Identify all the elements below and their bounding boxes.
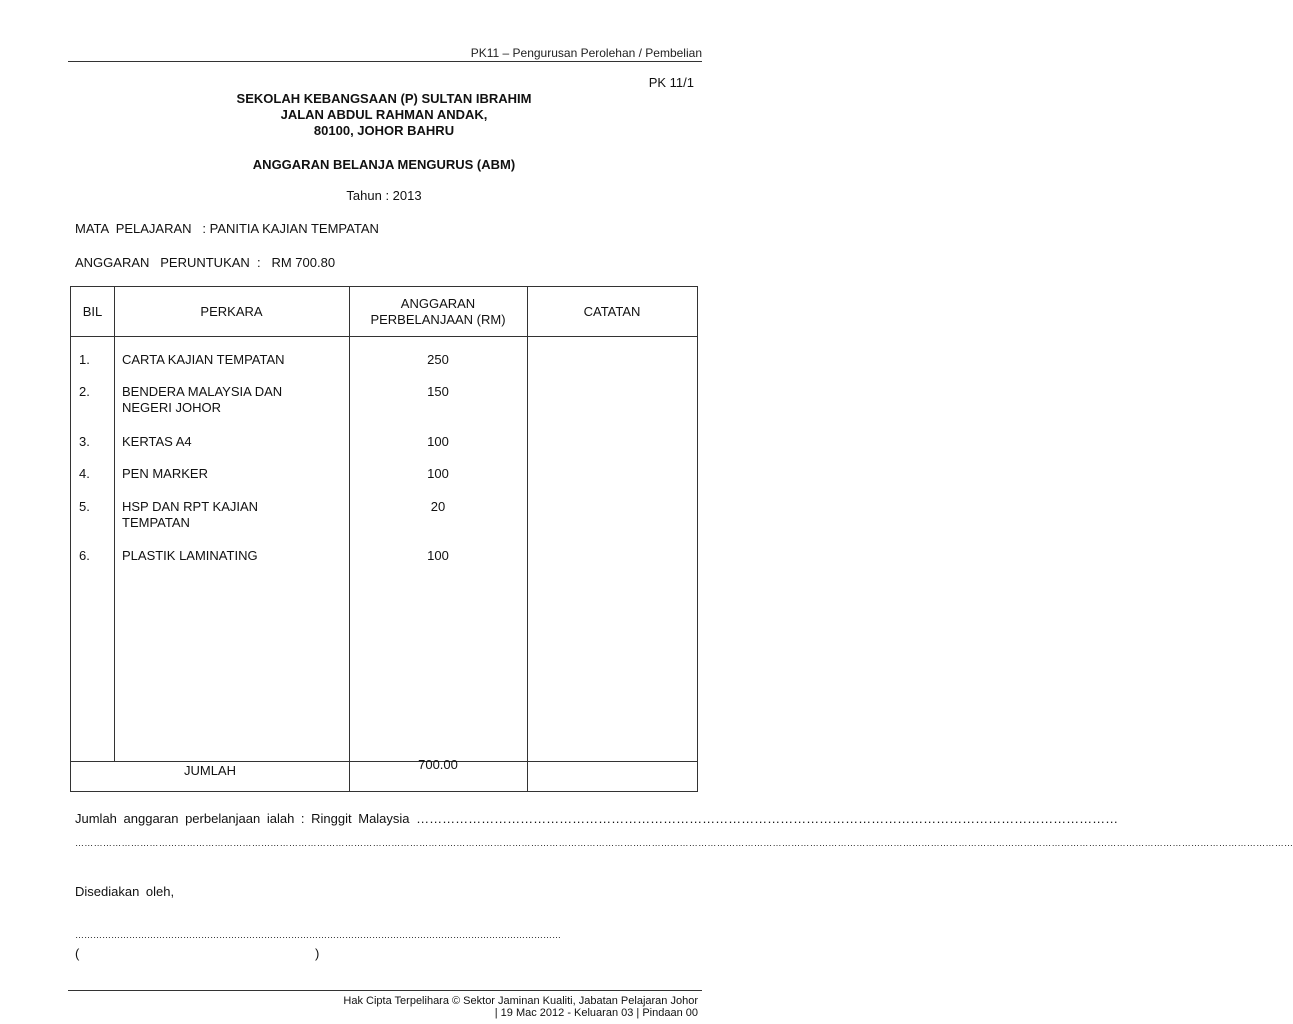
row-anggaran: 150: [427, 384, 449, 399]
row-anggaran: 250: [427, 352, 449, 367]
row-perkara: KERTAS A4: [122, 434, 192, 449]
header-bil: BIL: [82, 303, 103, 319]
header-catatan: CATATAN: [583, 303, 641, 319]
header-row-divider: [71, 336, 697, 337]
signature-line: ………………………………………………………………………………………………………………………………………………: [75, 930, 561, 940]
amount-in-words-continuation: ……………………………………………………………………………………………………………………………………………………………………………………………………………………………………………………………………………………………………………………………………………………………: [75, 838, 1293, 848]
prepared-by-label: Disediakan oleh,: [75, 884, 175, 899]
name-close-paren: ): [315, 946, 320, 961]
school-address-line1: JALAN ABDUL RAHMAN ANDAK,: [280, 107, 488, 122]
form-code: PK 11/1: [648, 75, 694, 90]
row-perkara: PEN MARKER: [122, 466, 208, 481]
row-perkara: CARTA KAJIAN TEMPATAN: [122, 352, 285, 367]
subject-line: MATA PELAJARAN : PANITIA KAJIAN TEMPATAN: [75, 221, 379, 236]
total-value: 700.00: [418, 757, 458, 772]
header-anggaran: [349, 287, 527, 336]
allocation-line: ANGGARAN PERUNTUKAN : RM 700.80: [75, 255, 336, 270]
header-perkara: PERKARA: [200, 303, 263, 319]
row-perkara: PLASTIK LAMINATING: [122, 548, 258, 563]
col-divider-anggaran: [527, 287, 528, 791]
row-bil: 3.: [79, 434, 90, 449]
total-label: JUMLAH: [183, 763, 236, 778]
row-anggaran: 100: [427, 434, 449, 449]
row-perkara: HSP DAN RPT KAJIAN TEMPATAN: [122, 499, 259, 530]
row-bil: 1.: [79, 352, 90, 367]
row-bil: 6.: [79, 548, 90, 563]
header-reference: PK11 – Pengurusan Perolehan / Pembelian: [470, 46, 702, 60]
header-divider: [68, 61, 702, 62]
row-bil: 5.: [79, 499, 90, 514]
row-perkara: BENDERA MALAYSIA DAN NEGERI JOHOR: [122, 384, 283, 415]
year-line: Tahun : 2013: [346, 188, 422, 203]
copyright-footer: [343, 995, 698, 1019]
header-anggaran-line2: PERBELANJAAN (RM): [370, 311, 506, 327]
school-address-line2: 80100, JOHOR BAHRU: [313, 123, 455, 138]
amount-in-words-line: Jumlah anggaran perbelanjaan ialah : Ringgit Malaysia ………………………………………………………………………………………………………………………………………………: [75, 811, 1119, 826]
name-open-paren: (: [75, 946, 80, 961]
footer-divider: [68, 990, 702, 991]
school-block: [0, 91, 768, 139]
copyright-line2: | 19 Mac 2012 - Keluaran 03 | Pindaan 00: [494, 1007, 698, 1019]
row-bil: 2.: [79, 384, 90, 399]
document-title: ANGGARAN BELANJA MENGURUS (ABM): [252, 157, 516, 172]
row-anggaran: 100: [427, 548, 449, 563]
row-anggaran: 20: [430, 499, 446, 514]
col-divider-bil: [114, 287, 115, 761]
row-anggaran: 100: [427, 466, 449, 481]
copyright-line1: Hak Cipta Terpelihara © Sektor Jaminan Kualiti, Jabatan Pelajaran Johor: [343, 995, 698, 1007]
name-field: [75, 946, 325, 961]
budget-table: [70, 286, 698, 792]
school-name: SEKOLAH KEBANGSAAN (P) SULTAN IBRAHIM: [236, 91, 532, 106]
row-bil: 4.: [79, 466, 90, 481]
header-anggaran-line1: ANGGARAN: [400, 295, 476, 311]
